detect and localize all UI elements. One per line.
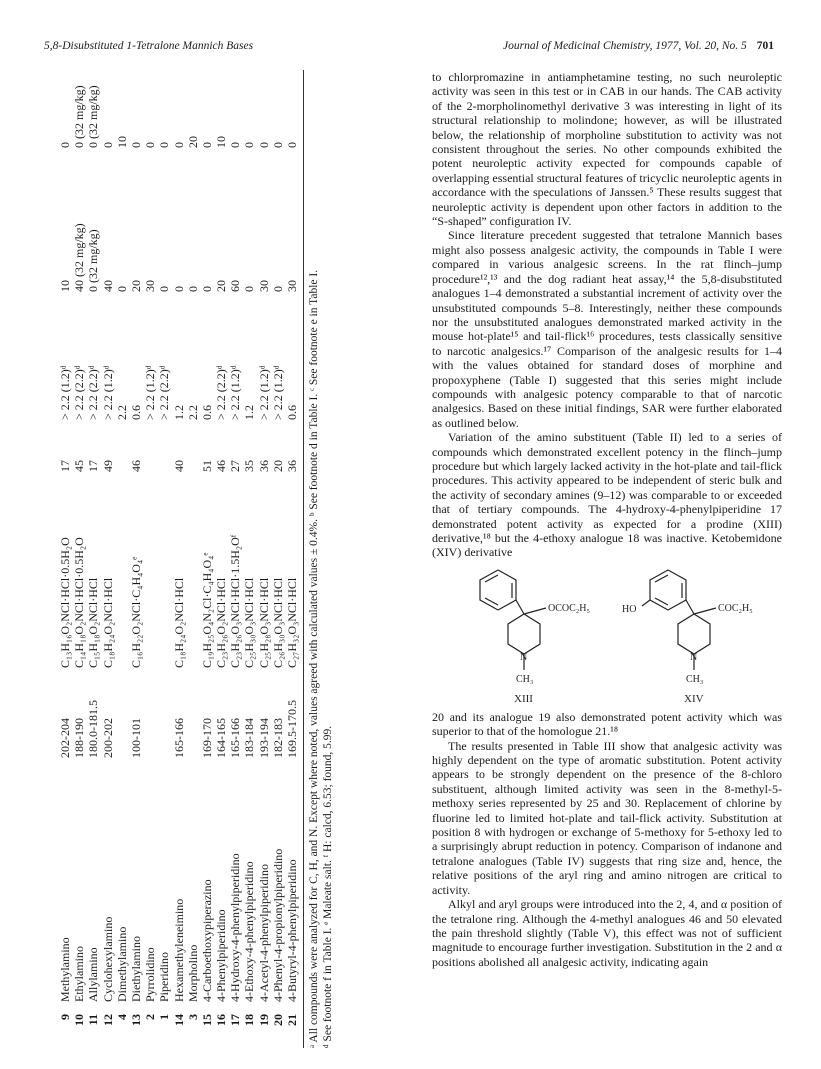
amino-substituent: 4-Acetyl-4-phenylpiperidino [256, 864, 271, 1002]
hot-plate-value: 20 [128, 280, 143, 292]
molecular-formula: C₁₅H₁₈O₂NCl·HCl [86, 577, 101, 668]
molecular-formula: C₂₅H₃₀O₃NCl·HCl [242, 577, 257, 668]
tail-flick-value: 20 [185, 136, 200, 148]
molecular-formula: C₂₃H₂₆O₃NCl·HCl·1.5H₂Oᶠ [228, 534, 243, 668]
flinch-jump-value: > 2.2 (2.2)ᵈ [214, 365, 229, 420]
compound-number: 12 [100, 1014, 115, 1026]
molecular-formula: C₂₃H₂₆O₂NCl·HCl [214, 577, 229, 668]
compound-number: 4 [114, 1014, 129, 1020]
melting-point: 165-166 [171, 718, 186, 758]
tail-flick-value: 0 [100, 142, 115, 148]
compound-number: 9 [58, 1014, 72, 1020]
yield-value: 35 [242, 460, 257, 472]
molecular-formula: C₂₅H₂₈O₃NCl·HCl [256, 577, 271, 668]
ester-group-label: OCOC₂H₅ [548, 602, 590, 614]
flinch-jump-value: > 2.2 (2.2)ᵈ [157, 365, 172, 420]
hot-plate-value: 30 [256, 280, 271, 292]
hot-plate-value: 0 (32 mg/kg) [86, 229, 101, 292]
flinch-jump-value: > 2.2 (1.2)ᵈ [270, 365, 285, 420]
amino-substituent: Piperidino [157, 952, 172, 1002]
melting-point: 182-183 [270, 718, 285, 758]
flinch-jump-value: > 2.2 (1.2)ᵈ [143, 365, 158, 420]
chemical-structures [432, 566, 782, 706]
table-row [285, 70, 299, 1048]
melting-point: 188-190 [72, 718, 87, 758]
table-row [58, 70, 72, 1048]
compound-number: 10 [72, 1014, 87, 1026]
hot-plate-value: 0 [270, 286, 285, 292]
molecular-formula: C₁₈H₂₄O₂NCl·HCl [100, 577, 115, 668]
table-row [129, 70, 143, 1048]
amino-substituent: Hexamethyleneimino [171, 898, 186, 1002]
amino-substituent: Methylamino [58, 937, 72, 1002]
molecular-formula: C₂₆H₃₀O₃NCl·HCl [270, 577, 285, 668]
compound-number: 17 [228, 1014, 243, 1026]
compound-number: 15 [199, 1014, 214, 1026]
flinch-jump-value: > 2.2 (1.2)ᵈ [100, 365, 115, 420]
melting-point: 164-165 [214, 718, 229, 758]
flinch-jump-value: > 2.2 (1.2)ᵈ [256, 365, 271, 420]
paragraph: 20 and its analogue 19 also demonstrated potent activity which was superior to that of the homologue 21.¹⁸ [432, 709, 782, 739]
table-row [72, 70, 86, 1048]
hot-plate-value: 0 [242, 286, 257, 292]
melting-point: 169.5-170.5 [285, 700, 299, 758]
molecular-formula: C₁₆H₂₂O₂NCl·C₄H₄O₄ᵉ [128, 556, 143, 668]
melting-point: 183-184 [242, 718, 257, 758]
structure-xiii-drawing [462, 566, 602, 706]
amino-substituent: Cyclohexylamino [100, 916, 115, 1002]
tail-flick-value: 0 [128, 142, 143, 148]
amino-substituent: Allylamino [86, 947, 101, 1002]
amino-substituent: 4-Butyryl-4-phenylpiperidino [285, 859, 299, 1002]
tail-flick-value: 0 [242, 142, 257, 148]
tail-flick-value: 0 [199, 142, 214, 148]
table-row [214, 70, 228, 1048]
melting-point: 193-194 [256, 718, 271, 758]
yield-value: 17 [58, 460, 72, 472]
tail-flick-value: 0 [157, 142, 172, 148]
yield-value: 45 [72, 460, 87, 472]
compound-number: 1 [157, 1014, 172, 1020]
page-number: 701 [756, 40, 774, 52]
hot-plate-value: 0 [157, 286, 172, 292]
nitrogen-label: N [690, 651, 698, 663]
journal-citation [503, 40, 774, 52]
amino-substituent: Morpholino [185, 944, 200, 1002]
nitrogen-label: N [520, 651, 528, 663]
amino-substituent: Ethylamino [72, 946, 87, 1002]
yield-value: 49 [100, 460, 115, 472]
tail-flick-value: 0 [228, 142, 243, 148]
running-title: 5,8-Disubstituted 1-Tetralone Mannich Bases [44, 40, 254, 52]
compound-number: 3 [185, 1014, 200, 1020]
table-row [271, 70, 285, 1048]
molecular-formula: C₂₇H₃₂O₃NCl·HCl [285, 577, 299, 668]
flinch-jump-value: 1.2 [171, 405, 186, 420]
hot-plate-value: 40 [100, 280, 115, 292]
melting-point: 165-166 [228, 718, 243, 758]
compound-number: 20 [270, 1014, 285, 1026]
table-row [115, 70, 129, 1048]
amino-substituent: Pyrrolidino [143, 947, 158, 1002]
tail-flick-value: 0 [270, 142, 285, 148]
journal-name: Journal of Medicinal Chemistry, 1977, Vol. 20, No. 5 [503, 40, 747, 52]
table-row [200, 70, 214, 1048]
melting-point: 100-101 [128, 718, 143, 758]
amino-substituent: 4-Ethoxy-4-phenylpiperidino [242, 861, 257, 1002]
table-row [172, 70, 186, 1048]
body-column [432, 70, 782, 969]
table-row [143, 70, 157, 1048]
page-header [44, 40, 774, 58]
hot-plate-value: 40 (32 mg/kg) [72, 223, 87, 292]
flinch-jump-value: > 2.2 (1.2)ᵈ [228, 365, 243, 420]
tail-flick-value: 0 [285, 142, 299, 148]
tail-flick-value: 10 [114, 136, 129, 148]
hot-plate-value: 20 [214, 280, 229, 292]
methyl-label: CH₃ [686, 673, 704, 685]
molecular-formula: C₁₈H₂₄O₂NCl·HCl [171, 577, 186, 668]
table-rotated-content [58, 70, 416, 1048]
table-row [242, 70, 256, 1048]
paragraph: The results presented in Table III show that analgesic activity was highly dependent on the type of aromatic substitution. Potent activity appears to be strongly dependent on the presence of the 8-chloro substituent, although limited activity was seen in the 8-methyl-5-methoxy series represented by 25 and 30. Replacement of chlorine by fluorine led to limited hot-plate and tail-flick activity. Substitution at position 8 with hydrogen or exchange of 5-methoxy for 5-ethoxy led to a surprisingly abrupt reduction in potency. Comparison of indanone and tetralone analogues (Table IV) suggests that ring size and, hence, the relative positions of the aryl ring and amino nitrogen are critical to activity. [432, 738, 782, 897]
tail-flick-value: 0 [143, 142, 158, 148]
paragraph: Since literature precedent suggested that tetralone Mannich bases might also possess analgesic activity, the compounds in Table I were compared in various analgesic screens. In the rat flinch–jump procedure¹²,¹³ and the dog radiant heat assay,¹⁴ the 5,8-disubstituted analogues 1–4 demonstrated a substantial increment of activity over the unsubstituted compounds 5–8. Interestingly, neither these compounds nor the unsubstituted analogues demonstrated marked activity in the mouse hot-plate¹⁵ and tail-flick¹⁶ procedures, tests classically sensitive to narcotic analgesics.¹⁷ Comparison of the analgesic results for 1–4 with the values obtained for standard doses of morphine and propoxyphene (Table I) suggested that this series might include compounds with analgesic potency comparable to that of narcotic analgesics. Based on these initial findings, SAR were further elaborated as outlined below. [432, 228, 782, 430]
tail-flick-value: 0 (32 mg/kg) [86, 85, 101, 148]
table-row [228, 70, 242, 1048]
hot-plate-value: 0 [199, 286, 214, 292]
flinch-jump-value: 2.2 [114, 405, 129, 420]
flinch-jump-value: 0.6 [128, 405, 143, 420]
yield-value: 27 [228, 460, 243, 472]
amino-substituent: 4-Phenyl-4-propionylpiperidino [270, 848, 285, 1002]
hot-plate-value: 10 [58, 280, 72, 292]
paragraph: Variation of the amino substituent (Table II) led to a series of compounds which demonstrated excellent potency in the flinch–jump procedure but which largely lacked activity in the hot-plate and tail-flick procedures. This activity appeared to be independent of steric bulk and the activity of secondary amines (9–12) was comparable to or exceeded that of tertiary compounds. The 4-hydroxy-4-phenylpiperidine 17 demonstrated potent activity as expected for a prodine (XIII) derivative,¹⁸ but the 4-ethoxy analogue 18 was inactive. Ketobemidone (XIV) derivative [432, 430, 782, 560]
melting-point: 202-204 [58, 718, 72, 758]
melting-point: 169-170 [199, 718, 214, 758]
yield-value: 51 [199, 460, 214, 472]
compound-number: 13 [128, 1014, 143, 1026]
flinch-jump-value: > 2.2 (2.2)ᵈ [72, 365, 87, 420]
molecular-formula: C₁₉H₂₅O₄N₂Cl·C₄H₄O₄ᵉ [199, 552, 214, 668]
table-row [157, 70, 171, 1048]
rotated-table [58, 70, 416, 1048]
amino-substituent: 4-Phenylpiperidino [214, 909, 229, 1002]
flinch-jump-value: 2.2 [185, 405, 200, 420]
tail-flick-value: 0 (32 mg/kg) [72, 85, 87, 148]
table-row [101, 70, 115, 1048]
melting-point: 200-202 [100, 718, 115, 758]
melting-point: 180.0-181.5 [86, 700, 101, 758]
paragraph: to chlorpromazine in antiamphetamine testing, no such neuroleptic activity was seen in this test or in CAB in our hands. The CAB activity of the 2-morpholinomethyl derivative 3 was interesting in light of its structural relationship to molindone; however, as will be illustrated below, the relationship of morpholine substitution to activity was not consistent throughout the series. No other compounds exhibited the potent neuroleptic activity expected for compounds capable of overlapping essential structural features of tricyclic neuroleptic agents in accordance with the speculations of Janssen.⁵ These results suggest that neuroleptic activity is dependent upon other factors in addition to the “S-shaped” configuration IV. [432, 70, 782, 229]
flinch-jump-value: 0.6 [285, 405, 299, 420]
hot-plate-value: 30 [143, 280, 158, 292]
yield-value: 46 [214, 460, 229, 472]
table-footnote: ᵈ See footnote f in Table I. ᵉ Maleate salt. ᶠ H: calcd, 6.53; found, 5.99. [322, 725, 335, 1048]
methyl-label: CH₃ [516, 673, 534, 685]
flinch-jump-value: > 2.2 (1.2)ᵈ [58, 365, 72, 420]
compound-number: 14 [171, 1014, 186, 1026]
structure-label-xiv: XIV [684, 692, 704, 705]
compound-number: 18 [242, 1014, 257, 1026]
hot-plate-value: 60 [228, 280, 243, 292]
compound-number: 21 [285, 1014, 299, 1026]
yield-value: 17 [86, 460, 101, 472]
structure-xiv-drawing [612, 566, 772, 706]
compound-number: 16 [214, 1014, 229, 1026]
yield-value: 46 [128, 460, 143, 472]
table-row [186, 70, 200, 1048]
table-rows [58, 70, 299, 1048]
amino-substituent: Dimethylamino [114, 926, 129, 1002]
hot-plate-value: 0 [171, 286, 186, 292]
amino-substituent: 4-Hydroxy-4-phenylpiperidino [228, 853, 243, 1002]
compound-number: 11 [86, 1014, 101, 1026]
table-row [257, 70, 271, 1048]
yield-value: 36 [256, 460, 271, 472]
flinch-jump-value: 1.2 [242, 405, 257, 420]
hydroxy-label: HO [622, 603, 637, 615]
tail-flick-value: 10 [214, 136, 229, 148]
hot-plate-value: 0 [185, 286, 200, 292]
yield-value: 40 [171, 460, 186, 472]
tail-flick-value: 0 [256, 142, 271, 148]
molecular-formula: C₁₄H₁₈O₂NCl·HCl·0.5H₂O [72, 537, 87, 668]
hot-plate-value: 0 [114, 286, 129, 292]
ketone-group-label: COC₂H₅ [718, 602, 753, 614]
hot-plate-value: 30 [285, 280, 299, 292]
table-footnote: ᵃ All compounds were analyzed for C, H, and N. Except where noted, values agreed with calculated values ± 0.4%. ᵇ See footnote d in Table I. ᶜ See footnote e in Table I. [308, 269, 321, 1048]
yield-value: 20 [270, 460, 285, 472]
compound-number: 19 [256, 1014, 271, 1026]
compound-number: 2 [143, 1014, 158, 1020]
paragraph: Alkyl and aryl groups were introduced into the 2, 4, and α position of the tetralone ring. Although the 4-methyl analogues 46 and 50 elevated the pain threshold slightly (Table V), this effect was not of sufficient magnitude to encourage further investigation. Substitution in the 2 and α positions abolished all analgesic activity, indicating again [432, 897, 782, 969]
yield-value: 36 [285, 460, 299, 472]
tail-flick-value: 0 [171, 142, 186, 148]
table-row [86, 70, 100, 1048]
amino-substituent: 4-Carboethoxypiperazino [199, 879, 214, 1002]
tail-flick-value: 0 [58, 142, 72, 148]
flinch-jump-value: > 2.2 (2.2)ᵈ [86, 365, 101, 420]
table-bottom-rule [303, 70, 304, 1048]
structure-label-xiii: XIII [514, 692, 533, 705]
flinch-jump-value: 0.6 [199, 405, 214, 420]
molecular-formula: C₁₃H₁₆O₂NCl·HCl·0.5H₂O [58, 537, 72, 668]
amino-substituent: Diethylamino [128, 936, 143, 1002]
